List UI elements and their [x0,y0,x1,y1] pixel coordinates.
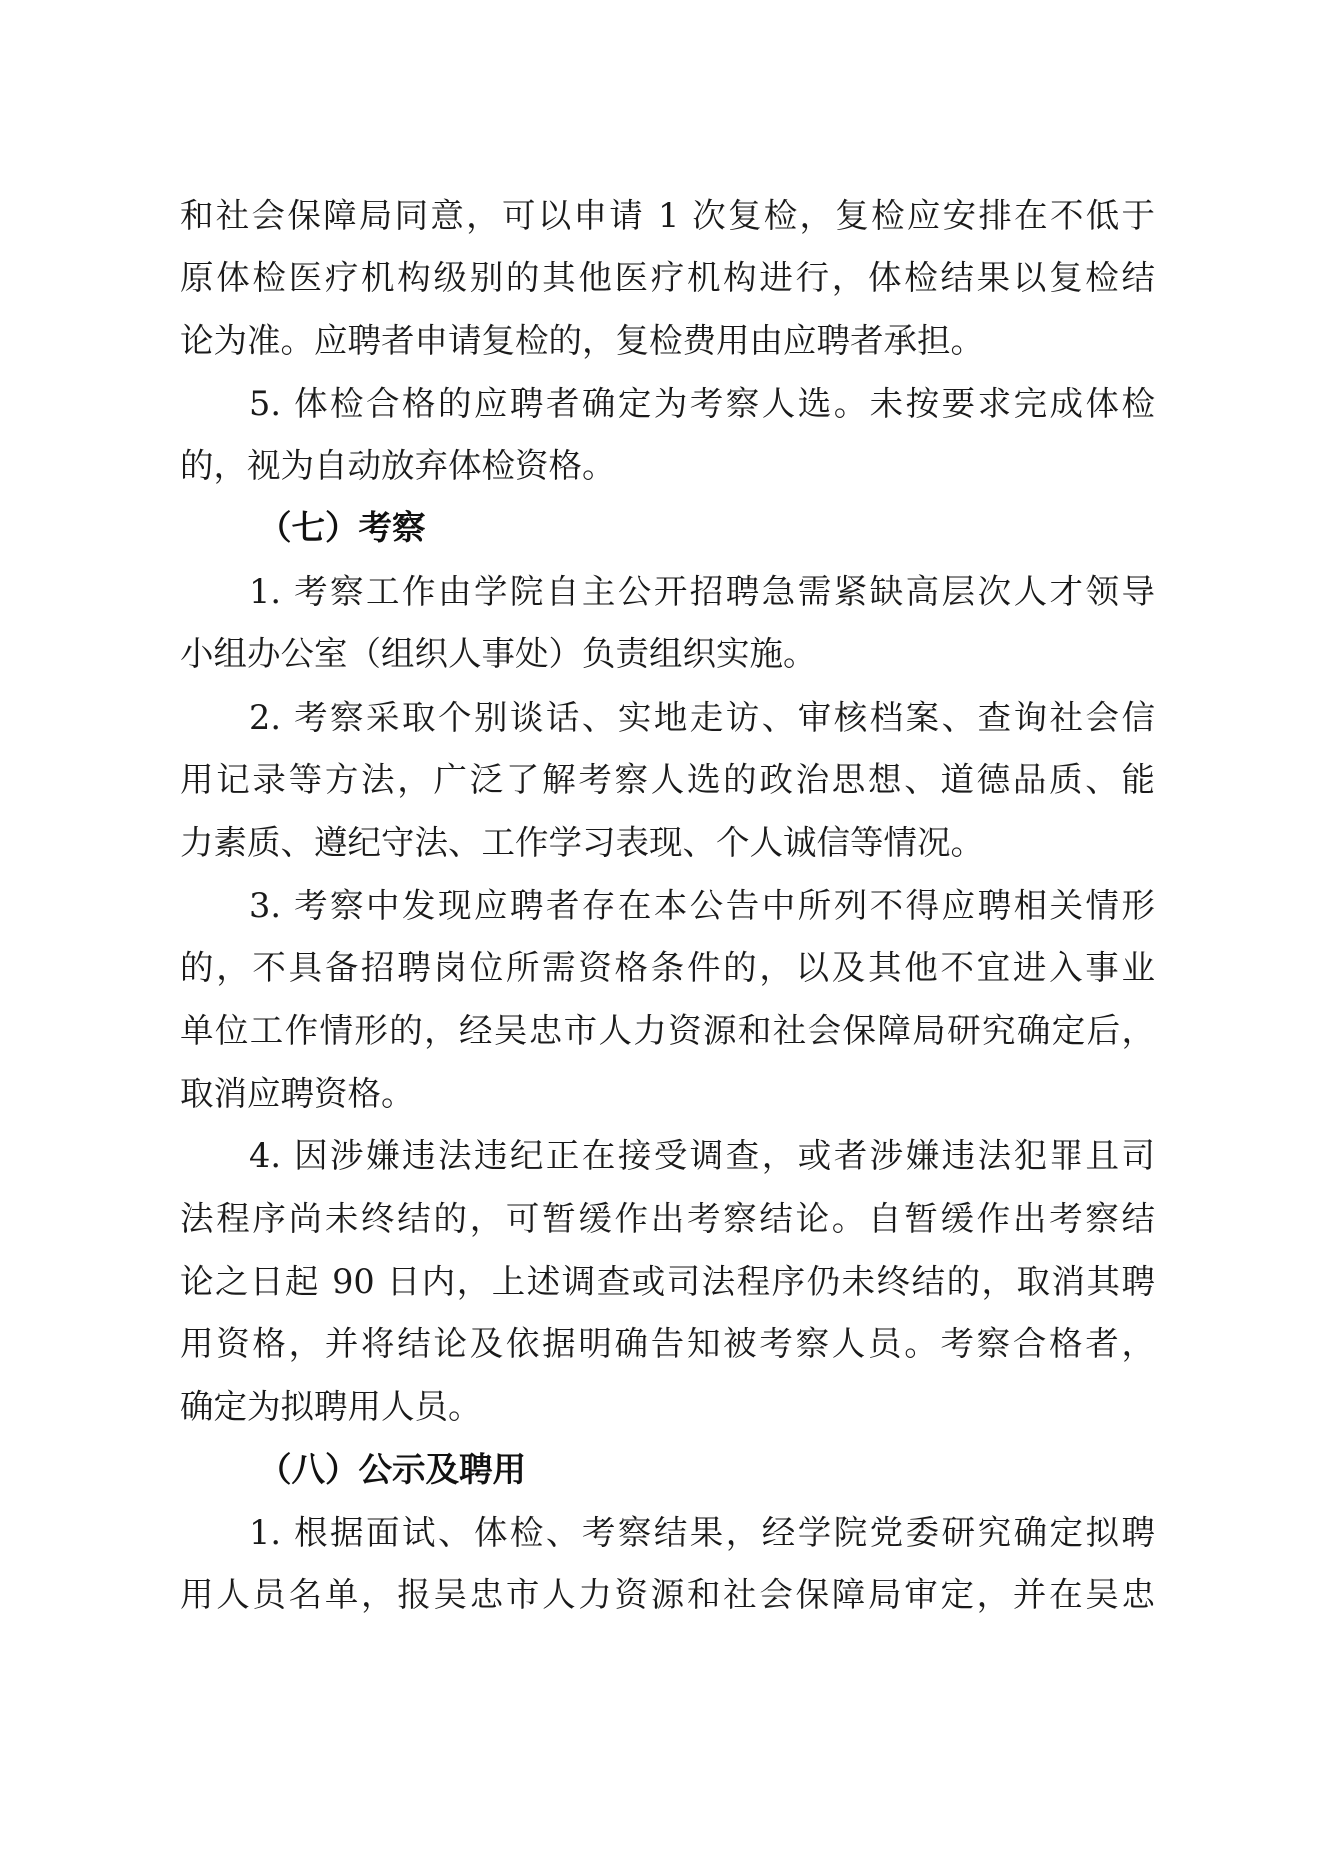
paragraph-first-line: 1. 考察工作由学院自主公开招聘急需紧缺高层次人才领导 [249,572,1155,611]
text-line: 取消应聘资格。 [180,1074,415,1113]
text-line: 的，视为自动放弃体检资格。 [180,446,616,485]
text-line: 用人员名单，报吴忠市人力资源和社会保障局审定，并在吴忠 [180,1575,1155,1614]
text-line: 原体检医疗机构级别的其他医疗机构进行，体检结果以复检结 [180,258,1155,297]
paragraph-first-line: 1. 根据面试、体检、考察结果，经学院党委研究确定拟聘 [249,1513,1155,1552]
text-line: 单位工作情形的，经吴忠市人力资源和社会保障局研究确定后， [180,1011,1155,1050]
text-line: 的，不具备招聘岗位所需资格条件的，以及其他不宜进入事业 [180,948,1155,987]
text-line: 法程序尚未终结的，可暂缓作出考察结论。自暂缓作出考察结 [180,1199,1155,1238]
text-line: 力素质、遵纪守法、工作学习表现、个人诚信等情况。 [180,823,984,862]
text-line: 小组办公室（组织人事处）负责组织实施。 [180,634,817,673]
section-heading: （八）公示及聘用 [258,1450,526,1489]
paragraph-first-line: 5. 体检合格的应聘者确定为考察人选。未按要求完成体检 [249,384,1155,423]
paragraph-first-line: 3. 考察中发现应聘者存在本公告中所列不得应聘相关情形 [249,886,1155,925]
section-heading: （七）考察 [258,508,426,547]
text-line: 用资格，并将结论及依据明确告知被考察人员。考察合格者， [180,1324,1155,1363]
text-line: 和社会保障局同意，可以申请 1 次复检，复检应安排在不低于 [180,196,1155,235]
text-line: 用记录等方法，广泛了解考察人选的政治思想、道德品质、能 [180,760,1155,799]
text-line: 论为准。应聘者申请复检的，复检费用由应聘者承担。 [180,321,984,360]
paragraph-first-line: 2. 考察采取个别谈话、实地走访、审核档案、查询社会信 [249,698,1155,737]
paragraph-first-line: 4. 因涉嫌违法违纪正在接受调查，或者涉嫌违法犯罪且司 [249,1136,1155,1175]
text-line: 论之日起 90 日内，上述调查或司法程序仍未终结的，取消其聘 [180,1262,1155,1301]
text-line: 确定为拟聘用人员。 [180,1387,482,1426]
